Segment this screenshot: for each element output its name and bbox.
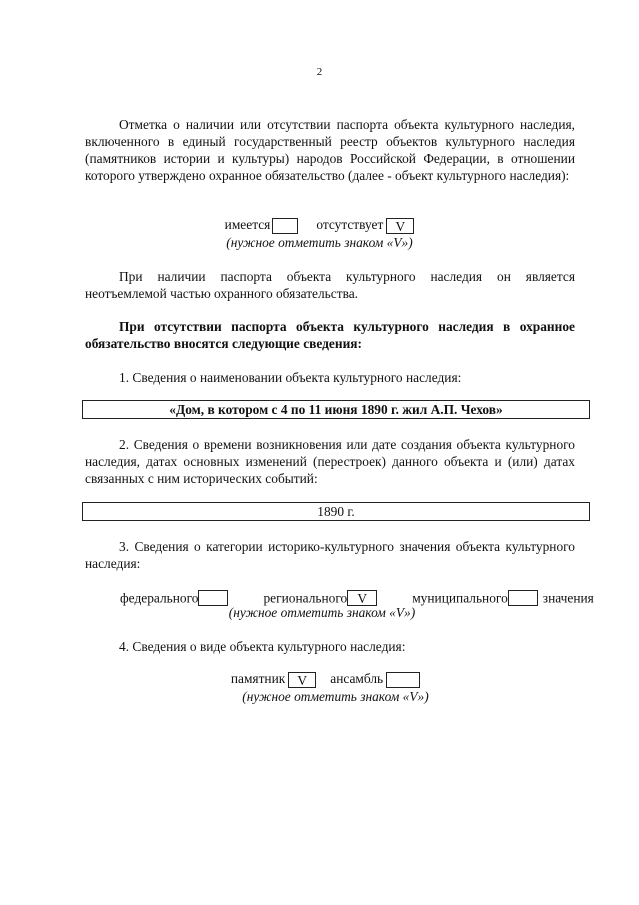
item1-label: 1. Сведения о наименовании объекта культурного наследия: <box>119 370 462 385</box>
option-absent-checkbox[interactable]: V <box>386 218 414 234</box>
category-suffix: значения <box>542 590 594 606</box>
ensemble-checkbox[interactable] <box>386 672 420 688</box>
monument-label: памятник <box>230 671 286 686</box>
item4-label: 4. Сведения о виде объекта культурного наследия: <box>119 639 406 654</box>
page-number: 2 <box>316 66 323 78</box>
category-hint: (нужное отметить знаком «V») <box>228 605 416 620</box>
item2-value: 1890 г. <box>82 502 590 521</box>
option-present-checkbox[interactable] <box>272 218 298 234</box>
passport-paragraph: Отметка о наличии или отсутствии паспорта объекта культурного наследия, включенного в единый государственный реестр объектов культурного наследия (памятников истории и культуры) народов Российской Федерации, в отношении которого утверждено охранное обязательство (далее - объект культурного наследия): <box>85 117 575 183</box>
option-present-label: имеется <box>224 217 271 232</box>
item2-label: 2. Сведения о времени возникновения или дате создания объекта культурного наследия, датах основных изменений (перестроек) данного объекта и (или) датах связанных с ним исторических событий: <box>85 437 575 486</box>
passport-note: При наличии паспорта объекта культурного наследия он является неотъемлемой частью охранного обязательства. <box>85 269 575 301</box>
option-absent-label: отсутствует <box>316 217 384 232</box>
regional-checkbox[interactable]: V <box>347 590 377 606</box>
type-options <box>6 670 639 688</box>
monument-checkbox[interactable]: V <box>288 672 316 688</box>
municipal-label: муниципального <box>412 590 508 606</box>
ensemble-label: ансамбль <box>330 671 384 686</box>
regional-label: регионального <box>263 590 348 606</box>
item3-label: 3. Сведения о категории историко-культурного значения объекта культурного наследия: <box>85 539 575 571</box>
federal-label: федерального <box>120 590 199 606</box>
absence-heading: При отсутствии паспорта объекта культурного наследия в охранное обязательство вносятся следующие сведения: <box>85 319 575 351</box>
passport-options <box>0 216 639 234</box>
type-hint: (нужное отметить знаком «V») <box>242 689 429 704</box>
item1-value: «Дом, в котором с 4 по 11 июня 1890 г. жил А.П. Чехов» <box>82 400 590 419</box>
passport-hint: (нужное отметить знаком «V») <box>226 235 413 250</box>
